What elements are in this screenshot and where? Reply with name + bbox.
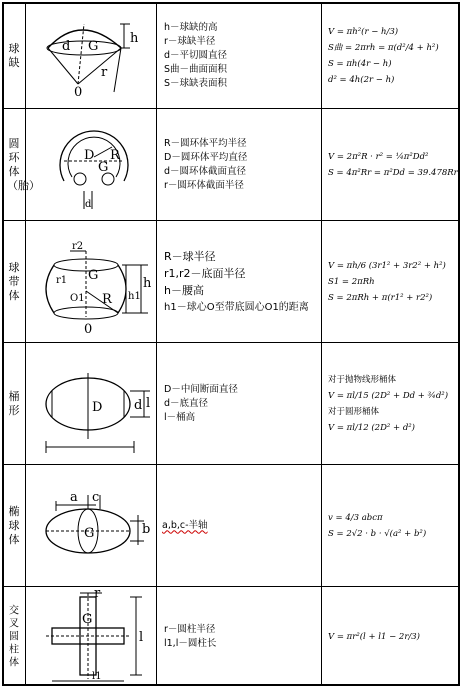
- table-row: [4, 342, 458, 464]
- fig-label: G: [98, 160, 109, 175]
- table-row: [4, 4, 458, 108]
- formula-list: V = πh/6 (3r1² + 3r2² + h²) S1 = 2πRh S = 2πRh + π(r1² + r2²): [328, 260, 446, 303]
- shape-name: 桶形: [8, 389, 20, 417]
- shape-name: 球缺: [8, 42, 20, 69]
- table-row: [4, 220, 458, 342]
- barrel-figure: [26, 343, 157, 465]
- figure-cell: [25, 221, 156, 342]
- formula-list: V = πr²(l + l1 − 2r/3): [328, 631, 420, 642]
- fig-label: h: [130, 31, 139, 46]
- figure-cell: [25, 465, 156, 586]
- fig-label: l: [146, 396, 151, 411]
- formula-list: V = 2π²R · r² = ¼π²Dd² S = 4π²Rr = π²Dd = 39.478Rr: [328, 151, 458, 178]
- variable-list: R－圆环体平均半径 D－圆环体平均直径 d－圆环体截面直径 r－圆环体截面半径: [164, 137, 248, 191]
- fig-label: G: [84, 526, 95, 541]
- variable-list: r－圆柱半径 l1,l－圆柱长: [164, 623, 217, 649]
- fig-label: G: [88, 268, 99, 283]
- figure-cell: [25, 109, 156, 220]
- shape-name: 球带体: [8, 260, 20, 302]
- fig-label: h1: [128, 291, 141, 302]
- figure-cell: [25, 4, 156, 108]
- fig-label: l: [139, 630, 144, 645]
- shape-name: 椭球体: [8, 504, 20, 546]
- cross-cylinder-figure: [26, 587, 157, 687]
- torus-figure: [26, 109, 157, 221]
- shape-name: 交叉圆柱体: [9, 605, 19, 668]
- fig-label: r: [94, 586, 101, 601]
- table-row: [4, 586, 458, 686]
- ellipsoid-figure: [26, 465, 157, 587]
- fig-label: 0: [84, 322, 93, 337]
- fig-label: b: [142, 522, 151, 537]
- fig-label: 0: [74, 85, 83, 100]
- formula-table: [2, 2, 460, 686]
- spherical-zone-figure: [26, 221, 157, 343]
- fig-label: r2: [72, 241, 84, 252]
- formula-list: v = 4/3 abcπ S = 2√2 · b · √(a² + b²): [328, 512, 427, 539]
- fig-label: c: [92, 490, 100, 505]
- fig-label: R: [110, 148, 120, 163]
- fig-label: h: [143, 276, 152, 291]
- variable-list: D－中间断面直径 d－底直径 l－桶高: [164, 383, 238, 423]
- variable-list: h－球缺的高 r－球缺半径 d－平切圆直径 S曲－曲面面积 S－球缺表面积: [164, 22, 228, 89]
- fig-label: a: [70, 490, 78, 505]
- fig-label: G: [82, 612, 93, 627]
- variable-list: a,b,c-半轴: [162, 519, 208, 531]
- fig-label: d: [85, 199, 92, 210]
- fig-label: r1: [56, 275, 68, 286]
- fig-label: d: [62, 39, 71, 54]
- fig-label: r: [101, 65, 108, 80]
- fig-label: d: [134, 398, 143, 413]
- spherical-cap-figure: [26, 4, 157, 108]
- table-row: [4, 464, 458, 586]
- formula-list: V = πh²(r − h/3) S曲 = 2πrh = π(d²/4 + h²) S = πh(4r − h) d² = 4h(2r − h): [328, 27, 439, 85]
- fig-label: G: [88, 39, 99, 54]
- fig-label: D: [84, 148, 95, 163]
- fig-label: O1: [70, 293, 85, 304]
- shape-name: 圆环体（胎）: [7, 136, 40, 192]
- table-row: [4, 108, 458, 220]
- formula-list: 对于抛物线形桶体 V = πl/15 (2D² + Dd + ¾d²) 对于圆形桶体 V = πl/12 (2D² + d²): [328, 374, 449, 433]
- variable-list: R－球半径 r1,r2－底面半径 h－腰高 h1－球心O至带底圆心O1的距离: [164, 249, 309, 313]
- fig-label: l1: [92, 671, 102, 682]
- figure-cell: [25, 587, 156, 686]
- fig-label: R: [102, 292, 112, 307]
- fig-label: D: [92, 400, 103, 415]
- figure-cell: [25, 343, 156, 464]
